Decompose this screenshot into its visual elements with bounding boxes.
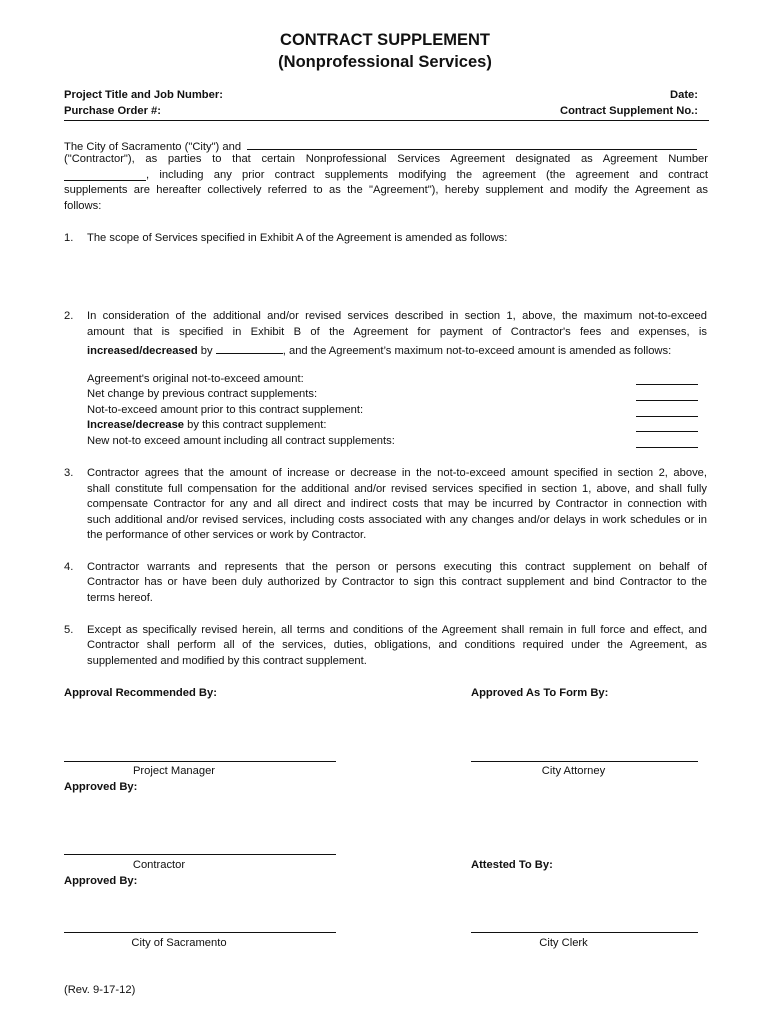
purchase-order-label: Purchase Order #: [64,105,162,117]
section-2-line-1: In consideration of the additional and/or revised services described in section 1, above, the maximum not-to-exceed [87,310,707,322]
approval-recommended-label: Approval Recommended By: [64,687,217,699]
city-clerk-signature-line[interactable] [471,932,698,933]
project-manager-label: Project Manager [132,765,216,777]
contractor-signature-line[interactable] [64,854,336,855]
approved-as-to-form-label: Approved As To Form By: [471,687,609,699]
amount-prior-field[interactable] [636,403,698,417]
section-2-number: 2. [64,310,74,322]
date-label: Date: [670,89,698,101]
city-attorney-signature-line[interactable] [471,761,698,762]
section-5-line-1: Except as specifically revised herein, all terms and conditions of the Agreement shall remain in full force and effect, and [87,624,707,636]
amount-previous-label: Net change by previous contract supplements: [87,388,318,400]
section-1-number: 1. [64,232,74,244]
contractor-label: Contractor [132,859,186,871]
amount-change-label [87,418,326,434]
revision-note: (Rev. 9-17-12) [64,984,136,996]
section-4-number: 4. [64,561,74,573]
amount-new-field[interactable] [636,434,698,448]
section-3-number: 3. [64,467,74,479]
section-3-line-3: compensate Contractor for any and all direct and indirect costs that may be incurred by Contractor in connection with [87,498,707,510]
section-5-line-3: supplemented and modified by this contract supplement. [87,655,367,667]
amount-prior-label: Not-to-exceed amount prior to this contract supplement: [87,404,364,416]
intro-line-3 [64,168,708,184]
city-attorney-label: City Attorney [541,765,606,777]
amount-previous-field[interactable] [636,387,698,401]
intro-line-3-text: , including any prior contract supplements modifying the agreement (the agreement and contract [146,169,708,181]
approved-by-label-1: Approved By: [64,781,138,793]
amount-change-field[interactable] [636,418,698,432]
section-4-line-3: terms hereof. [87,592,153,604]
section-3-line-5: the performance of other services or work by Contractor. [87,529,367,541]
amount-change-rest: by this contract supplement: [184,419,327,431]
section-2-rest-text: , and the Agreement’s maximum not-to-exceed amount is amended as follows: [282,345,672,357]
intro-line-5: follows: [64,200,102,212]
section-4-line-2: Contractor has or have been duly authorized by Contractor to sign this contract supplement and bind Contractor to the [87,576,707,588]
intro-line-2: ("Contractor"), as parties to that certain Nonprofessional Services Agreement designated as Agreement Number [64,153,708,165]
section-2-line-3 [87,341,707,360]
section-4-line-1: Contractor warrants and represents that the person or persons executing this contract supplement on behalf of [87,561,707,573]
agreement-number-field[interactable] [64,168,146,181]
header-divider [64,120,709,121]
amount-original-field[interactable] [636,372,698,385]
city-clerk-label: City Clerk [539,937,588,949]
section-2-line-2: amount that is specified in Exhibit B of the Agreement for payment of Contractor's fees and expenses, is [87,326,707,338]
section-3-line-2: shall constitute full compensation for the additional and/or revised services specified in section 1, above, and shall fully [87,483,707,495]
document-title: CONTRACT SUPPLEMENT [280,31,490,49]
approved-by-label-2: Approved By: [64,875,138,887]
increase-decrease-text: Increase/decrease [87,419,185,431]
by-text: by [197,345,216,357]
project-manager-signature-line[interactable] [64,761,336,762]
contractor-name-field[interactable] [247,137,697,150]
increased-decreased-text: increased/decreased [87,345,198,357]
city-of-sacramento-signature-line[interactable] [64,932,336,933]
amount-original-label: Agreement's original not-to-exceed amount: [87,373,304,385]
document-subtitle: (Nonprofessional Services) [278,53,492,71]
intro-city-text: The City of Sacramento ("City") and [64,141,242,153]
project-title-label: Project Title and Job Number: [64,89,223,101]
section-5-number: 5. [64,624,74,636]
amount-new-label: New not-to exceed amount including all contract supplements: [87,435,395,447]
attested-to-by-label: Attested To By: [471,859,553,871]
section-1-text: The scope of Services specified in Exhibit A of the Agreement is amended as follows: [87,232,508,244]
section-3-line-1: Contractor agrees that the amount of increase or decrease in the not-to-exceed amount specified in section 2, above, [87,467,707,479]
section-3-line-4: such additional and/or revised services, including costs associated with any changes and/or delays in work schedules or in [87,514,707,526]
supplement-no-label: Contract Supplement No.: [560,105,698,117]
section-5-line-2: Contractor shall perform all of the services, duties, obligations, and conditions required under the Agreement, as [87,639,707,651]
intro-line-4: supplements are hereafter collectively referred to as the "Agreement"), hereby supplement and modify the Agreement as [64,184,708,196]
city-of-sacramento-label: City of Sacramento [131,937,227,949]
change-amount-field[interactable] [216,341,283,354]
